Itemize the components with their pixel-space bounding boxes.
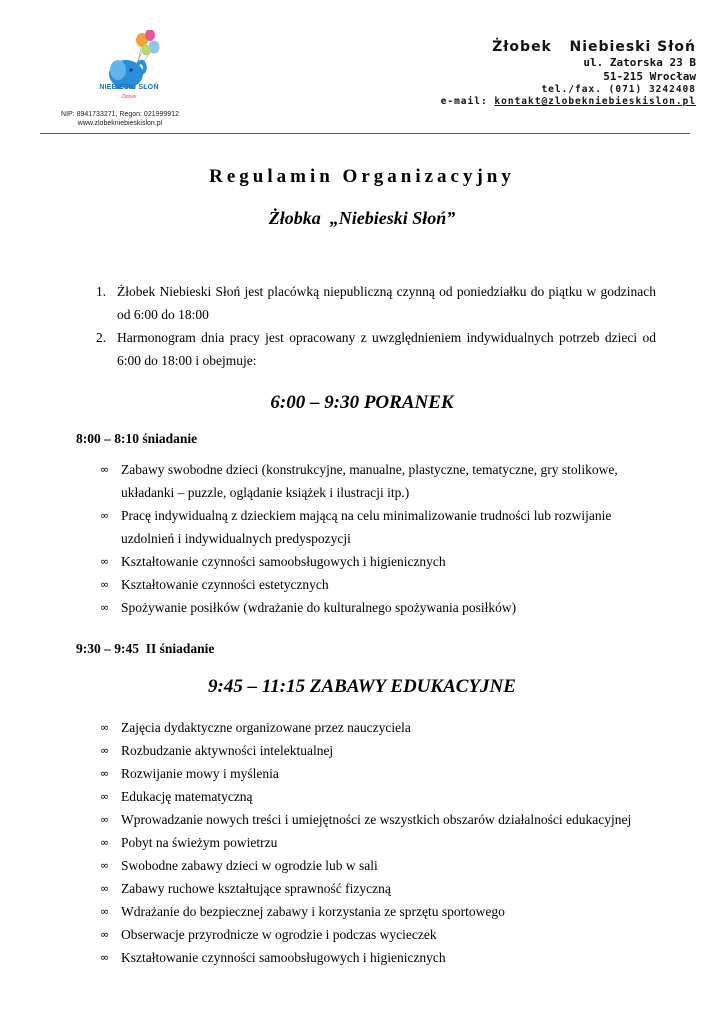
list-item-text: Kształtowanie czynności estetycznych	[121, 577, 329, 592]
list-item	[100, 785, 660, 808]
infinity-bullet-icon: ∞	[100, 951, 110, 964]
list-item-text: Zabawy swobodne dzieci (konstrukcyjne, manualne, plastyczne, tematyczne, gry stolikowe, układanki – puzzle, oglądanie książek i ilustracji itp.)	[121, 462, 618, 500]
list-item	[100, 596, 660, 619]
list-item-text: Rozbudzanie aktywności intelektualnej	[121, 743, 334, 758]
infinity-bullet-icon: ∞	[100, 836, 110, 849]
breakfast-time: 8:00 – 8:10 śniadanie	[76, 431, 198, 446]
list-item	[100, 946, 660, 969]
email-line	[441, 96, 696, 108]
document-subtitle: Żłobka „Niebieski Słoń”	[268, 208, 456, 228]
infinity-bullet-icon: ∞	[100, 721, 110, 734]
infinity-bullet-icon: ∞	[100, 882, 110, 895]
registration-info	[40, 110, 200, 128]
list-item	[100, 831, 660, 854]
website-link[interactable]: www.zlobekniebieskislon.pl	[77, 120, 163, 127]
infinity-bullet-icon: ∞	[100, 744, 110, 757]
list-item-text: Wdrażanie do bezpiecznej zabawy i korzystania ze sprzętu sportowego	[121, 904, 505, 919]
logo-name: NIEBIESKI SŁOŃ	[99, 84, 159, 91]
email-label: e-mail:	[440, 96, 495, 107]
list-item-text: Zabawy ruchowe kształtujące sprawność fizyczną	[121, 881, 391, 896]
list-item-text: Spożywanie posiłków (wdrażanie do kulturalnego spożywania posiłków)	[121, 600, 517, 615]
list-item	[100, 923, 660, 946]
list-item-text: Obserwacje przyrodnicze w ogrodzie i podczas wycieczek	[121, 927, 437, 942]
list-item-text: Swobodne zabawy dzieci w ogrodzie lub w sali	[121, 858, 378, 873]
list-item-text: Zajęcia dydaktyczne organizowane przez nauczyciela	[121, 720, 411, 735]
header-divider	[40, 133, 690, 134]
morning-activities-list	[100, 458, 660, 619]
phone-number: tel./fax. (071) 3242408	[541, 84, 696, 95]
list-item	[100, 854, 660, 877]
list-item	[100, 573, 660, 596]
list-item-text: Pracę indywidualną z dzieckiem mającą na celu minimalizowanie trudności lub rozwijanie uzdolnień i indywidualnych predyspozycji	[121, 508, 612, 546]
registration-numbers: NIP: 8941733271, Regon: 021999912	[61, 111, 179, 118]
infinity-bullet-icon: ∞	[100, 463, 110, 476]
list-number: 2.	[96, 330, 107, 345]
list-item	[100, 762, 660, 785]
second-breakfast-time: 9:30 – 9:45 II śniadanie	[76, 641, 215, 656]
list-item	[96, 326, 656, 372]
contact-block	[441, 38, 696, 108]
list-item-text: Pobyt na świeżym powietrzu	[121, 835, 278, 850]
infinity-bullet-icon: ∞	[100, 928, 110, 941]
list-item	[100, 716, 660, 739]
list-item-text: Kształtowanie czynności samoobsługowych i higienicznych	[121, 554, 446, 569]
document-title: Regulamin Organizacyjny	[209, 166, 515, 187]
street-address: ul. Zatorska 23 B	[583, 56, 696, 69]
infinity-bullet-icon: ∞	[100, 601, 110, 614]
list-item	[100, 739, 660, 762]
list-item-text: Żłobek Niebieski Słoń jest placówką niepubliczną czynną od poniedziałku do piątku w godzinach od 6:00 do 18:00	[117, 284, 656, 322]
list-item	[100, 504, 660, 550]
list-item-text: Harmonogram dnia pracy jest opracowany z uwzględnieniem indywidualnych potrzeb dzieci od 6:00 do 18:00 i obejmuje:	[117, 330, 656, 368]
city-address: 51-215 Wrocław	[603, 70, 696, 83]
list-item	[100, 808, 660, 831]
education-activities-list	[100, 716, 660, 969]
list-number: 1.	[96, 284, 107, 299]
logo-subtitle: Żłobek	[121, 94, 137, 100]
list-item-text: Kształtowanie czynności samoobsługowych i higienicznych	[121, 950, 446, 965]
list-item-text: Rozwijanie mowy i myślenia	[121, 766, 279, 781]
infinity-bullet-icon: ∞	[100, 578, 110, 591]
infinity-bullet-icon: ∞	[100, 905, 110, 918]
list-item	[100, 900, 660, 923]
list-item	[100, 458, 660, 504]
infinity-bullet-icon: ∞	[100, 813, 110, 826]
list-item-text: Wprowadzanie nowych treści i umiejętności ze wszystkich obszarów działalności edukacyjnej	[121, 812, 632, 827]
list-item-text: Edukację matematyczną	[121, 789, 253, 804]
infinity-bullet-icon: ∞	[100, 555, 110, 568]
email-link[interactable]: kontakt@zlobekniebieskislon.pl	[494, 96, 696, 107]
list-item	[96, 280, 656, 326]
infinity-bullet-icon: ∞	[100, 790, 110, 803]
letterhead	[0, 0, 724, 140]
organization-name: Żłobek Niebieski Słoń	[492, 39, 696, 55]
infinity-bullet-icon: ∞	[100, 509, 110, 522]
list-item	[100, 550, 660, 573]
infinity-bullet-icon: ∞	[100, 767, 110, 780]
intro-list	[96, 280, 656, 372]
section-heading-education: 9:45 – 11:15 ZABAWY EDUKACYJNE	[208, 676, 516, 697]
infinity-bullet-icon: ∞	[100, 859, 110, 872]
list-item	[100, 877, 660, 900]
section-heading-morning: 6:00 – 9:30 PORANEK	[270, 392, 454, 413]
